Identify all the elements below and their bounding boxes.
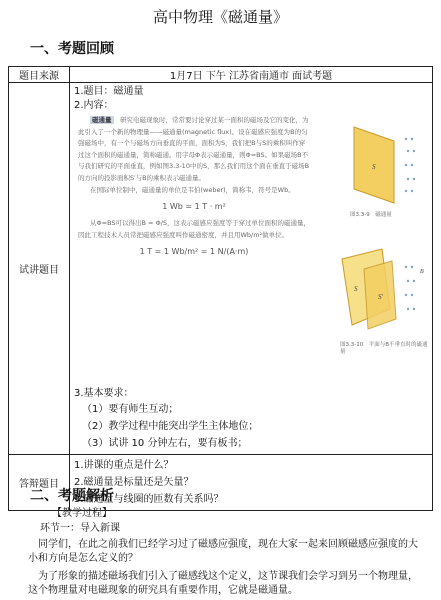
section-heading-analysis: 二、考题解析 bbox=[30, 488, 114, 504]
requirement-item: （1）要有师生互动； bbox=[82, 404, 179, 415]
source-info: 1月7日 下午 江苏省南通市 面试考题 bbox=[70, 67, 433, 83]
defense-question: 1.讲课的重点是什么？ bbox=[74, 460, 174, 471]
defense-content bbox=[70, 455, 433, 511]
exam-table bbox=[8, 66, 433, 511]
defense-label: 答辩题目 bbox=[9, 455, 70, 511]
trial-item-content: 2.内容： bbox=[74, 100, 114, 111]
textbook-para-1: 研究电磁现象时，常常要讨论穿过某一面积的磁场及它的变化，为此引入了一个新的物理量——磁通量(magnetic flux)。设在磁感应强度为B的匀强磁场中，有一个与磁场方向垂直的平面，面积为S，我们把B与S的乘积叫作穿过这个面积的磁通量，简称磁通。用字母Φ表示磁通量，则Φ=BS。如果磁场B不与我们研究的平面垂直，例如图3.3-10中的S，那么我们用这个面在垂直于磁场B的方向的投影面积S′与B的乘积表示磁通量。 bbox=[78, 116, 310, 182]
flux-plate-illustration bbox=[342, 121, 426, 207]
defense-question: 3.磁通量与线圈的匝数有关系吗？ bbox=[74, 494, 224, 505]
table-row-source bbox=[9, 67, 433, 83]
figure-3-3-9 bbox=[342, 121, 426, 221]
textbook-title: 磁通量 bbox=[92, 116, 112, 124]
section-heading-review: 一、考题回顾 bbox=[30, 41, 114, 57]
requirement-item: （2）教学过程中能突出学生主体地位； bbox=[82, 421, 259, 432]
analysis-para-2-line-2: 这个物理量对电磁现象的研究具有重要作用，它就是磁通量。 bbox=[28, 585, 298, 596]
tilted-plate-illustration bbox=[334, 239, 432, 339]
textbook-para-3: 从Φ=BS可以得出B = Φ/S，这表示磁感应强度等于穿过单位面积的磁通量，因此工程技术人员常把磁感应强度叫作磁通密度，并且用Wb/m²做单位。 bbox=[78, 219, 311, 239]
textbook-text bbox=[78, 115, 310, 263]
analysis-para-1-line-2: 小和方向是怎么定义的？ bbox=[28, 553, 138, 564]
requirements-title: 3.基本要求： bbox=[74, 388, 134, 399]
plate-label-s: S bbox=[372, 163, 376, 171]
textbook-formula-2: 1 T = 1 Wb/m² = 1 N/(A·m) bbox=[139, 247, 249, 257]
analysis-para-2-line-1: 为了形象的描述磁场我们引入了磁感线这个定义，这节课我们会学习到另一个物理量， bbox=[38, 571, 418, 582]
textbook-para-2: 在国际单位制中，磁通量的单位是韦伯(weber)，简称韦，符号是Wb。 bbox=[90, 185, 295, 194]
plate-label-s-prime: S′ bbox=[378, 293, 384, 301]
defense-question: 2.磁通量是标量还是矢量？ bbox=[74, 477, 194, 488]
plate-label-s: S bbox=[354, 285, 358, 293]
textbook-excerpt bbox=[78, 115, 432, 387]
figure-3-3-10 bbox=[334, 239, 432, 359]
textbook-formula-1: 1 Wb = 1 T · m² bbox=[162, 202, 226, 212]
table-row-trial bbox=[9, 83, 433, 455]
step-one-title: 环节一：导入新课 bbox=[40, 523, 120, 534]
figure-3-3-9-caption: 图3.3-9 磁通量 bbox=[350, 212, 392, 218]
requirement-item: （3）试讲 10 分钟左右，要有板书； bbox=[82, 438, 248, 449]
trial-content bbox=[70, 83, 433, 455]
field-label-b: B bbox=[420, 269, 424, 275]
trial-item-topic: 1.题目：磁通量 bbox=[74, 86, 144, 97]
source-label: 题目来源 bbox=[9, 67, 70, 83]
analysis-para-1-line-1: 同学们，在此之前我们已经学习过了磁感应强度，现在大家一起来回顾磁感应强度的大 bbox=[38, 539, 418, 550]
figure-3-3-10-caption: 图3.3-10 平面与B不垂直时的磁通量 bbox=[340, 342, 428, 355]
document-title: 高中物理《磁通量》 bbox=[152, 8, 288, 26]
teaching-process-title: 【教学过程】 bbox=[52, 508, 112, 519]
trial-label: 试讲题目 bbox=[9, 83, 70, 455]
